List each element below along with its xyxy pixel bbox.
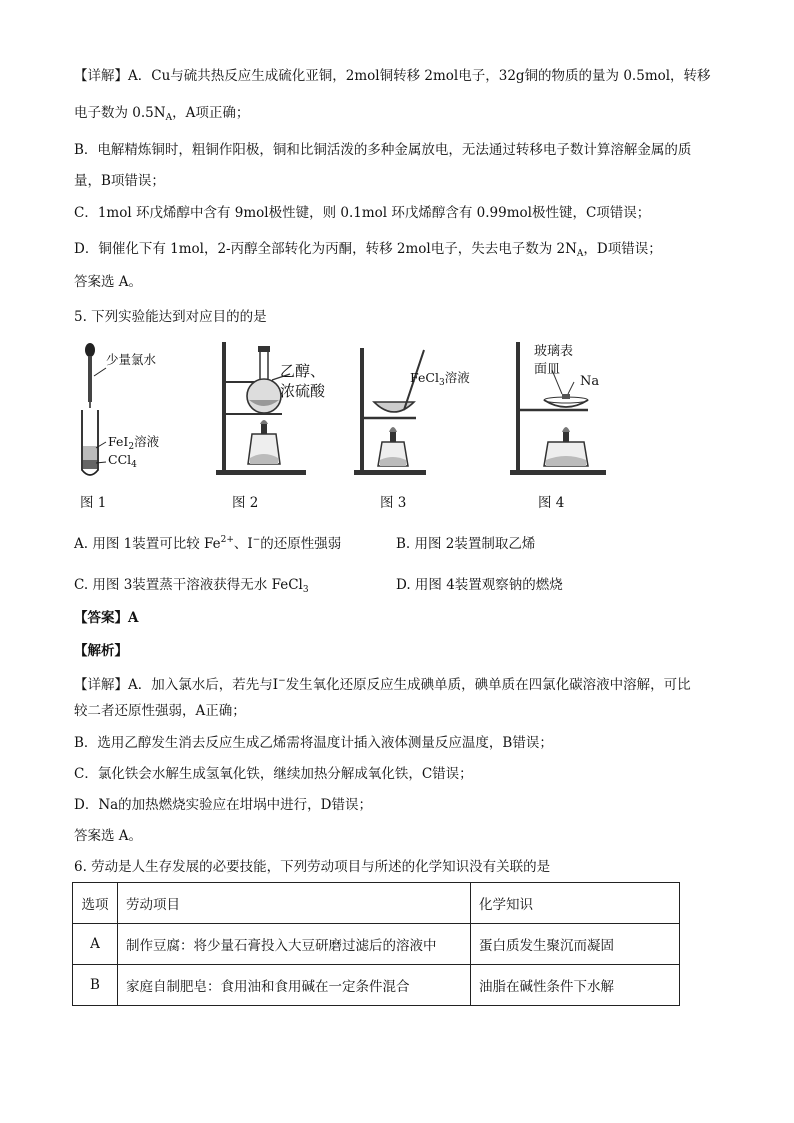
fig4-label-watch-glass-2: 面皿 (534, 362, 561, 377)
fig2-label-sulfuric-acid: 浓硫酸 (280, 382, 326, 400)
q6-stem: 6. 劳动是人生存发展的必要技能，下列劳动项目与所述的化学知识没有关联的是 (74, 859, 551, 875)
q5-detail-c: C．氯化铁会水解生成氢氧化铁，继续加热分解成氧化铁，C错误； (74, 766, 473, 782)
q4-answer: 答案选 A。 (74, 274, 143, 290)
table-row (73, 924, 680, 965)
q5-analysis-tag: 【解析】 (74, 643, 128, 659)
fig1-caption: 图 1 (80, 495, 107, 511)
row-b-option: B (73, 965, 118, 1006)
fig2-label-ethanol: 乙醇、 (280, 362, 326, 380)
q5-option-b: B. 用图 2装置制取乙烯 (396, 536, 536, 552)
evaporating-dish-illustration (354, 338, 474, 488)
q5-figures (74, 338, 714, 511)
q4-detail-a-line2: 电子数为 $0.5N_A$，A项正确； (74, 105, 250, 123)
header-labor-item: 劳动项目 (118, 883, 471, 924)
q5-detail-d: D．Na的加热燃烧实验应在坩埚中进行，D错误； (74, 797, 373, 813)
q4-detail-b-line2: 量，B项错误； (74, 173, 165, 189)
q5-answer-tag: 【答案】A (74, 610, 139, 626)
q5-detail-b: B．选用乙醇发生消去反应生成乙烯需将温度计插入液体测量反应温度，B错误； (74, 735, 553, 751)
q4-detail-c: C．1mol 环戊烯醇中含有 9mol极性键，则 0.1mol 环戊烯醇含有 0.99mol极性键，C项错误； (74, 205, 651, 221)
fig1-label-ccl4: CCl$_4$ (108, 452, 137, 470)
q4-detail-a-line1: 【详解】A．Cu与硫共热反应生成硫化亚铜，2mol铜转移 2mol电子，32g铜的物质的量为 0.5mol，转移 (74, 68, 711, 84)
q6-table (72, 882, 680, 1006)
fig4-label-watch-glass-1: 玻璃表 (534, 344, 574, 359)
figure-3 (354, 338, 474, 511)
q5-detail-a-line2: 较二者还原性强弱，A正确； (74, 703, 246, 719)
row-a-knowledge: 蛋白质发生聚沉而凝固 (471, 924, 680, 965)
figure-4 (504, 338, 634, 511)
fig4-caption: 图 4 (538, 495, 565, 511)
fig3-caption: 图 3 (380, 495, 407, 511)
row-a-option: A (73, 924, 118, 965)
q5-stem: 5. 下列实验能达到对应目的的是 (74, 309, 267, 325)
q5-detail-a-line1: 【详解】A．加入氯水后，若先与I−发生氧化还原反应生成碘单质，碘单质在四氯化碳溶液中溶解，可比 (74, 676, 691, 693)
figure-1 (74, 338, 184, 511)
table-row (73, 965, 680, 1006)
q5-option-c: C. 用图 3装置蒸干溶液获得无水 FeCl$_3$ (74, 577, 309, 595)
fig2-caption: 图 2 (232, 495, 259, 511)
q5-option-d: D. 用图 4装置观察钠的燃烧 (396, 577, 563, 593)
header-option: 选项 (73, 883, 118, 924)
fig4-label-na: Na (580, 374, 600, 389)
header-chem-knowledge: 化学知识 (471, 883, 680, 924)
fig1-label-fei2: FeI$_2$溶液 (108, 434, 160, 452)
table-header-row (73, 883, 680, 924)
fig1-label-chlorine-water: 少量氯水 (106, 352, 157, 367)
q4-detail-b-line1: B．电解精炼铜时，粗铜作阳极，铜和比铜活泼的多种金属放电，无法通过转移电子数计算溶解金属的质 (74, 142, 692, 158)
row-b-knowledge: 油脂在碱性条件下水解 (471, 965, 680, 1006)
fig3-label-fecl3: FeCl$_3$溶液 (410, 370, 470, 388)
q5-answer: 答案选 A。 (74, 828, 143, 844)
q5-option-a: A. 用图 1装置可比较 $Fe^{2+}$、I−的还原性强弱 (74, 535, 342, 552)
figure-2 (212, 338, 342, 511)
row-a-labor: 制作豆腐：将少量石膏投入大豆研磨过滤后的溶液中 (118, 924, 471, 965)
watch-glass-sodium-illustration (504, 338, 634, 488)
q4-detail-d: D．铜催化下有 1mol，2-丙醇全部转化为丙酮，转移 2mol电子，失去电子数为 $2N_A$，D项错误； (74, 241, 662, 259)
row-b-labor: 家庭自制肥皂：食用油和食用碱在一定条件混合 (118, 965, 471, 1006)
